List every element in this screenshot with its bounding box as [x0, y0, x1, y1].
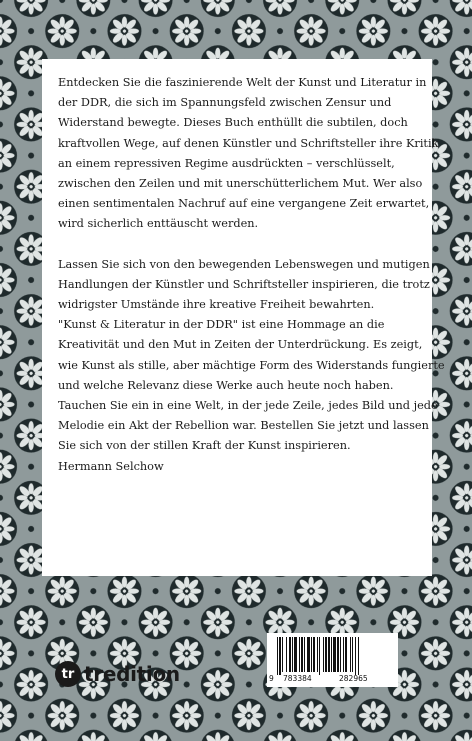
blurb-line: Kreativität und den Mut in Zeiten der Unterdrückung. Es zeigt,: [58, 338, 423, 352]
blurb-paragraph-1: [58, 73, 439, 235]
blurb-line: Handlungen der Künstler und Schriftsteller inspirieren, die trotz: [58, 277, 430, 291]
blurb-line: und welche Relevanz diese Werke auch heute noch haben.: [58, 378, 394, 392]
blurb-line: kraftvollen Wege, auf denen Künstler und Schriftsteller ihre Kritik: [58, 136, 439, 150]
blurb-line: einen sentimentalen Nachruf auf eine vergangene Zeit erwartet,: [58, 197, 430, 211]
blurb-line: der DDR, die sich im Spannungsfeld zwischen Zensur und: [58, 96, 392, 110]
author-name: Hermann Selchow: [58, 459, 164, 473]
barcode-digit-lead: 9: [269, 674, 274, 683]
blurb-line: Entdecken Sie die faszinierende Welt der Kunst und Literatur in: [58, 76, 427, 89]
barcode-digits-group-1: 783384: [283, 674, 312, 683]
publisher-name: tredition: [84, 662, 180, 686]
blurb-line: "Kunst & Literatur in der DDR" ist eine Hommage an die: [58, 318, 385, 332]
blurb-line: Melodie ein Akt der Rebellion war. Bestellen Sie jetzt und lassen: [58, 419, 429, 433]
publisher-logo: [55, 660, 180, 688]
blurb-line: zwischen den Zeilen und mit unerschütterlichem Mut. Wer also: [58, 177, 423, 191]
blurb-line: Widerstand bewegte. Dieses Buch enthüllt die subtilen, doch: [58, 116, 408, 130]
barcode-digits-group-2: 282965: [339, 674, 368, 683]
blurb-line: Lassen Sie sich von den bewegenden Lebenswegen und mutigen: [58, 257, 430, 271]
blurb-line: widrigster Umstände ihre kreative Freiheit bewahrten.: [58, 298, 375, 312]
blurb-line: an einem repressiven Regime ausdrückten – verschlüsselt,: [58, 156, 395, 170]
isbn-barcode: [267, 633, 398, 687]
blurb-line: wird sicherlich enttäuscht werden.: [58, 217, 259, 231]
tredition-logo-icon: tr: [55, 661, 81, 687]
blurb-paragraph-2: [58, 255, 445, 457]
blurb-line: Sie sich von der stillen Kraft der Kunst inspirieren.: [58, 439, 351, 453]
blurb-line: wie Kunst als stille, aber mächtige Form des Widerstands fungierte: [58, 358, 445, 372]
blurb-line: Tauchen Sie ein in eine Welt, in der jede Zeile, jedes Bild und jede: [58, 399, 438, 413]
blurb-panel: [42, 59, 445, 576]
